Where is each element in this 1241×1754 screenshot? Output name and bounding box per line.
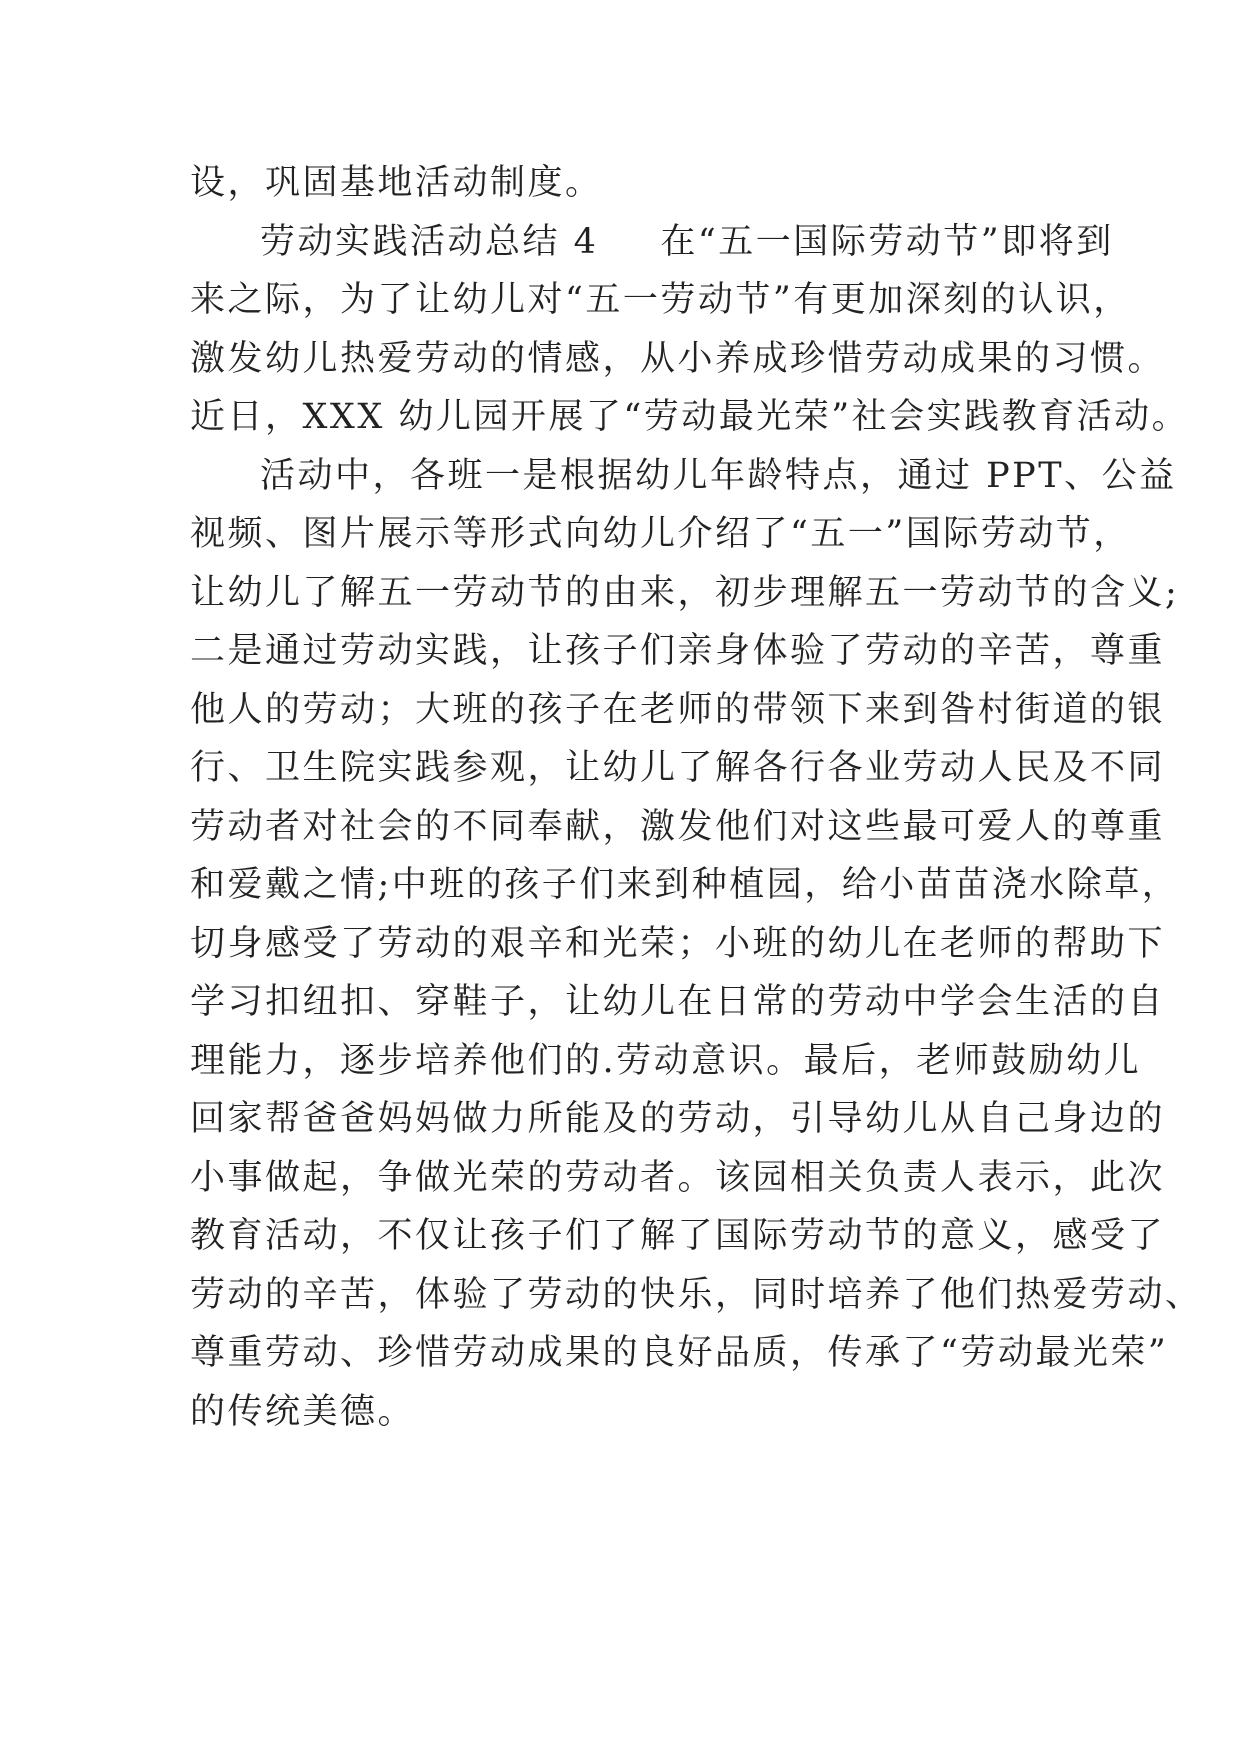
body-line: 行、卫生院实践参观，让幼儿了解各行各业劳动人民及不同 <box>190 748 1166 788</box>
body-line: 设，巩固基地活动制度。 <box>190 163 603 203</box>
body-line: 劳动的辛苦，体验了劳动的快乐，同时培养了他们热爱劳动、 <box>190 1274 1203 1315</box>
body-line: 教育活动，不仅让孩子们了解了国际劳动节的意义，感受了 <box>190 1216 1166 1256</box>
body-line: 激发幼儿热爱劳动的情感，从小养成珍惜劳动成果的习惯。 <box>190 338 1166 379</box>
body-line: 学习扣纽扣、穿鞋子，让幼儿在日常的劳动中学会生活的自 <box>190 982 1166 1022</box>
summary-heading-line <box>190 213 1114 272</box>
body-line: 理能力，逐步培养他们的.劳动意识。最后，老师鼓励幼儿 <box>190 1040 1142 1081</box>
document-body <box>190 154 1203 1441</box>
body-line: 的传统美德。 <box>190 1391 416 1432</box>
body-line: 回家帮爸爸妈妈做力所能及的劳动，引导幼儿从自己身边的 <box>190 1099 1166 1139</box>
body-line: 视频、图片展示等形式向幼儿介绍了“五一”国际劳动节， <box>190 514 1131 554</box>
body-line: 二是通过劳动实践，让孩子们亲身体验了劳动的辛苦，尊重 <box>190 631 1166 671</box>
body-line: 和爱戴之情;中班的孩子们来到种植园，给小苗苗浇水除草， <box>190 865 1180 905</box>
summary-heading: 劳动实践活动总结 4 <box>260 221 599 262</box>
body-line: 小事做起，争做光荣的劳动者。该园相关负责人表示，此次 <box>190 1157 1166 1198</box>
body-line: 切身感受了劳动的艰辛和光荣；小班的幼儿在老师的帮助下 <box>190 923 1166 964</box>
body-line: 让幼儿了解五一劳动节的由来，初步理解五一劳动节的含义; <box>190 572 1180 613</box>
body-line: 劳动者对社会的不同奉献，激发他们对这些最可爱人的尊重 <box>190 806 1166 847</box>
body-line: 尊重劳动、珍惜劳动成果的良好品质，传承了“劳动最光荣” <box>190 1333 1169 1373</box>
body-line: 活动中，各班一是根据幼儿年龄特点，通过 PPT、公益 <box>260 455 1177 496</box>
body-line: 近日，XXX 幼儿园开展了“劳动最光荣”社会实践教育活动。 <box>190 397 1190 437</box>
body-line: 来之际，为了让幼儿对“五一劳动节”有更加深刻的认识， <box>190 280 1131 320</box>
body-line: 在“五一国际劳动节”即将到 <box>660 221 1114 262</box>
body-line: 他人的劳动；大班的孩子在老师的带领下来到昝村街道的银 <box>190 689 1166 730</box>
